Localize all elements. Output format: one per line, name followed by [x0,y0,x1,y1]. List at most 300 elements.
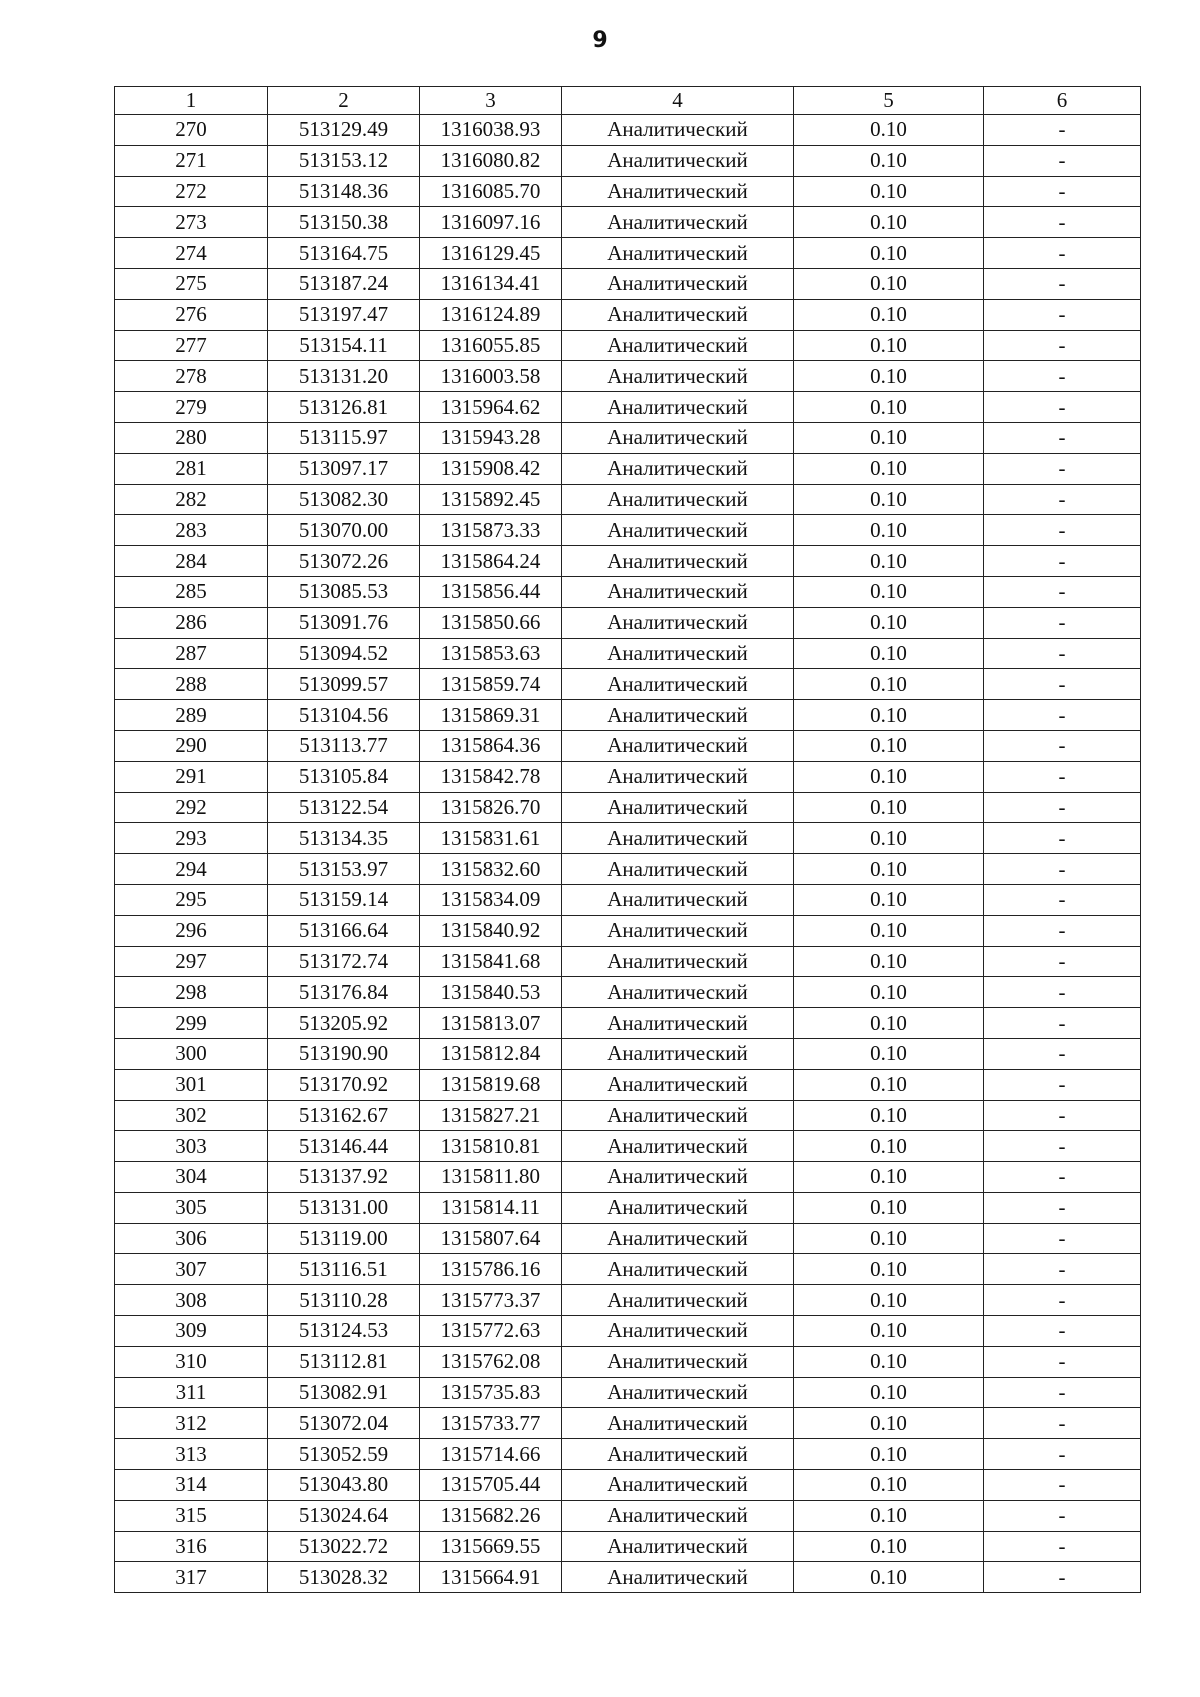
table-cell: - [984,361,1141,392]
table-row [115,1069,1141,1100]
table-cell: - [984,607,1141,638]
table-row [115,1100,1141,1131]
table-cell: 272 [115,176,268,207]
table-cell: 284 [115,546,268,577]
table-cell: Аналитический [562,1500,794,1531]
table-row [115,607,1141,638]
table-row [115,638,1141,669]
table-row [115,854,1141,885]
table-cell: 513153.12 [268,145,420,176]
table-cell: 0.10 [794,1439,984,1470]
table-cell: 279 [115,392,268,423]
table-cell: Аналитический [562,1254,794,1285]
table-row [115,823,1141,854]
table-cell: 1316134.41 [420,268,562,299]
table-cell: - [984,1069,1141,1100]
table-cell: 271 [115,145,268,176]
table-cell: 0.10 [794,1285,984,1316]
table-cell: - [984,1254,1141,1285]
table-cell: 513091.76 [268,607,420,638]
table-cell: Аналитический [562,854,794,885]
table-cell: 312 [115,1408,268,1439]
table-row [115,1408,1141,1439]
table-cell: 276 [115,299,268,330]
table-row [115,761,1141,792]
table-cell: 0.10 [794,330,984,361]
table-cell: 0.10 [794,946,984,977]
table-row [115,361,1141,392]
table-cell: 293 [115,823,268,854]
table-cell: - [984,1562,1141,1593]
table-cell: - [984,1346,1141,1377]
table-cell: Аналитический [562,638,794,669]
table-row [115,1377,1141,1408]
table-cell: 1315682.26 [420,1500,562,1531]
table-cell: 0.10 [794,1008,984,1039]
table-cell: 1315892.45 [420,484,562,515]
table-cell: - [984,792,1141,823]
table-cell: 305 [115,1192,268,1223]
table-cell: - [984,1008,1141,1039]
table-row [115,330,1141,361]
table-cell: 1315669.55 [420,1531,562,1562]
table-cell: 288 [115,669,268,700]
table-cell: 513162.67 [268,1100,420,1131]
table-cell: 1315834.09 [420,884,562,915]
table-cell: 0.10 [794,1346,984,1377]
table-cell: 1315807.64 [420,1223,562,1254]
table-cell: Аналитический [562,1439,794,1470]
table-cell: 1315762.08 [420,1346,562,1377]
table-cell: 1315840.53 [420,977,562,1008]
table-cell: Аналитический [562,1562,794,1593]
table-cell: 513105.84 [268,761,420,792]
table-cell: 1316097.16 [420,207,562,238]
table-cell: 513190.90 [268,1038,420,1069]
table-cell: 1315832.60 [420,854,562,885]
table-row [115,268,1141,299]
table-cell: 513197.47 [268,299,420,330]
table-cell: 513082.91 [268,1377,420,1408]
table-cell: 308 [115,1285,268,1316]
table-cell: Аналитический [562,1162,794,1193]
table-row [115,145,1141,176]
table-cell: 0.10 [794,207,984,238]
table-cell: Аналитический [562,1408,794,1439]
table-cell: 0.10 [794,1038,984,1069]
table-cell: Аналитический [562,946,794,977]
table-cell: 0.10 [794,884,984,915]
table-cell: 313 [115,1439,268,1470]
table-cell: - [984,638,1141,669]
table-cell: 311 [115,1377,268,1408]
table-cell: 1315773.37 [420,1285,562,1316]
table-cell: 513115.97 [268,422,420,453]
table-cell: Аналитический [562,1223,794,1254]
table-cell: 513119.00 [268,1223,420,1254]
table-row [115,1500,1141,1531]
table-cell: - [984,176,1141,207]
table-cell: 513129.49 [268,115,420,146]
table-cell: 283 [115,515,268,546]
table-cell: 280 [115,422,268,453]
table-cell: 513124.53 [268,1316,420,1347]
table-row [115,453,1141,484]
table-cell: - [984,854,1141,885]
table-cell: 1315735.83 [420,1377,562,1408]
table-cell: 1315841.68 [420,946,562,977]
table-cell: - [984,915,1141,946]
table-cell: Аналитический [562,453,794,484]
table-row [115,1131,1141,1162]
table-cell: Аналитический [562,1100,794,1131]
table-cell: 294 [115,854,268,885]
column-header: 3 [420,87,562,115]
table-cell: 307 [115,1254,268,1285]
table-cell: - [984,546,1141,577]
table-cell: - [984,299,1141,330]
table-cell: 513116.51 [268,1254,420,1285]
table-cell: 278 [115,361,268,392]
column-header: 2 [268,87,420,115]
table-cell: 513112.81 [268,1346,420,1377]
table-cell: 277 [115,330,268,361]
table-cell: 1315811.80 [420,1162,562,1193]
table-cell: 1315812.84 [420,1038,562,1069]
table-cell: 0.10 [794,1254,984,1285]
table-cell: Аналитический [562,207,794,238]
table-cell: Аналитический [562,576,794,607]
table-cell: 0.10 [794,515,984,546]
table-cell: 273 [115,207,268,238]
table-cell: 513072.04 [268,1408,420,1439]
table-cell: 304 [115,1162,268,1193]
table-cell: Аналитический [562,1346,794,1377]
page-number: 9 [592,28,608,53]
table-cell: 1315714.66 [420,1439,562,1470]
table-cell: Аналитический [562,1531,794,1562]
table-cell: 513166.64 [268,915,420,946]
table-cell: 1315908.42 [420,453,562,484]
table-cell: 0.10 [794,1069,984,1100]
table-cell: Аналитический [562,607,794,638]
table-row [115,238,1141,269]
table-row [115,392,1141,423]
table-cell: 1315831.61 [420,823,562,854]
table-cell: 1315853.63 [420,638,562,669]
table-cell: 0.10 [794,607,984,638]
table-cell: 513022.72 [268,1531,420,1562]
table-row [115,884,1141,915]
table-cell: 0.10 [794,1131,984,1162]
table-row [115,115,1141,146]
table-cell: 513052.59 [268,1439,420,1470]
table-cell: - [984,1223,1141,1254]
column-header: 1 [115,87,268,115]
table-cell: - [984,238,1141,269]
table-cell: Аналитический [562,515,794,546]
table-cell: - [984,1316,1141,1347]
table-cell: 513110.28 [268,1285,420,1316]
table-cell: 0.10 [794,145,984,176]
table-cell: 1316124.89 [420,299,562,330]
table-cell: 306 [115,1223,268,1254]
table-row [115,977,1141,1008]
table-cell: 1315733.77 [420,1408,562,1439]
table-row [115,1038,1141,1069]
table-cell: - [984,1285,1141,1316]
table-cell: Аналитический [562,730,794,761]
table-cell: 0.10 [794,700,984,731]
table-cell: 0.10 [794,392,984,423]
table-cell: 1315772.63 [420,1316,562,1347]
table-cell: 513134.35 [268,823,420,854]
table-cell: 1316080.82 [420,145,562,176]
table-cell: 301 [115,1069,268,1100]
table-cell: - [984,392,1141,423]
table-cell: 296 [115,915,268,946]
table-cell: 1315856.44 [420,576,562,607]
column-header: 4 [562,87,794,115]
table-row [115,484,1141,515]
table-cell: 0.10 [794,669,984,700]
table-cell: 0.10 [794,1470,984,1501]
table-row [115,1562,1141,1593]
table-cell: 274 [115,238,268,269]
table-cell: Аналитический [562,1377,794,1408]
table-cell: 513164.75 [268,238,420,269]
table-cell: 513070.00 [268,515,420,546]
table-cell: 513148.36 [268,176,420,207]
table-cell: - [984,1038,1141,1069]
table-cell: 0.10 [794,1192,984,1223]
table-cell: 1315864.24 [420,546,562,577]
table-cell: Аналитический [562,1285,794,1316]
table-row [115,730,1141,761]
table-cell: Аналитический [562,1008,794,1039]
table-cell: Аналитический [562,546,794,577]
table-cell: - [984,823,1141,854]
table-cell: 513104.56 [268,700,420,731]
table-cell: Аналитический [562,761,794,792]
table-row [115,515,1141,546]
table-row [115,1008,1141,1039]
table-cell: 281 [115,453,268,484]
table-cell: 300 [115,1038,268,1069]
table-cell: 513097.17 [268,453,420,484]
table-cell: 0.10 [794,484,984,515]
table-cell: 0.10 [794,546,984,577]
table-row [115,1254,1141,1285]
table-cell: 513126.81 [268,392,420,423]
table-row [115,422,1141,453]
table-cell: 1315842.78 [420,761,562,792]
table-cell: - [984,700,1141,731]
table-header-row [115,87,1141,115]
table-cell: 1315943.28 [420,422,562,453]
table-cell: 513154.11 [268,330,420,361]
table-row [115,1223,1141,1254]
table-cell: 0.10 [794,1162,984,1193]
table-cell: 0.10 [794,453,984,484]
table-cell: 0.10 [794,854,984,885]
table-cell: - [984,422,1141,453]
table-row [115,669,1141,700]
table-cell: - [984,669,1141,700]
table-cell: 1315873.33 [420,515,562,546]
table-cell: 315 [115,1500,268,1531]
table-cell: 1315864.36 [420,730,562,761]
table-cell: 513153.97 [268,854,420,885]
table-cell: - [984,1100,1141,1131]
table-cell: 513094.52 [268,638,420,669]
table-cell: 513146.44 [268,1131,420,1162]
table-row [115,1439,1141,1470]
table-cell: - [984,884,1141,915]
table-cell: 513113.77 [268,730,420,761]
table-cell: 1316038.93 [420,115,562,146]
table-cell: - [984,576,1141,607]
table-cell: - [984,1377,1141,1408]
table-cell: Аналитический [562,484,794,515]
table-cell: 513150.38 [268,207,420,238]
table-cell: 0.10 [794,1316,984,1347]
table-cell: 1315786.16 [420,1254,562,1285]
table-cell: 513187.24 [268,268,420,299]
table-cell: 0.10 [794,1562,984,1593]
table-cell: Аналитический [562,115,794,146]
table-cell: 0.10 [794,1500,984,1531]
table-cell: - [984,1408,1141,1439]
table-cell: 286 [115,607,268,638]
table-cell: 0.10 [794,638,984,669]
table-cell: 513082.30 [268,484,420,515]
table-cell: 282 [115,484,268,515]
table-cell: Аналитический [562,823,794,854]
table-cell: 513028.32 [268,1562,420,1593]
table-cell: 303 [115,1131,268,1162]
table-cell: 1315664.91 [420,1562,562,1593]
table-cell: Аналитический [562,422,794,453]
table-cell: 0.10 [794,792,984,823]
table-cell: - [984,515,1141,546]
table-cell: 1315814.11 [420,1192,562,1223]
table-cell: - [984,761,1141,792]
table-cell: 297 [115,946,268,977]
table-cell: - [984,730,1141,761]
table-cell: 0.10 [794,176,984,207]
table-cell: 0.10 [794,823,984,854]
table-cell: 0.10 [794,1408,984,1439]
table-cell: Аналитический [562,884,794,915]
table-cell: - [984,453,1141,484]
table-cell: 1316003.58 [420,361,562,392]
table-cell: 1315827.21 [420,1100,562,1131]
table-cell: 1315850.66 [420,607,562,638]
table-cell: 513131.20 [268,361,420,392]
table-cell: 513085.53 [268,576,420,607]
table-cell: - [984,1500,1141,1531]
table-cell: Аналитический [562,176,794,207]
table-cell: Аналитический [562,1038,794,1069]
table-row [115,1531,1141,1562]
column-header: 6 [984,87,1141,115]
table-cell: 0.10 [794,299,984,330]
table-cell: 513043.80 [268,1470,420,1501]
table-cell: 0.10 [794,977,984,1008]
table-row [115,1285,1141,1316]
table-cell: - [984,1470,1141,1501]
table-cell: 275 [115,268,268,299]
table-cell: Аналитический [562,1316,794,1347]
table-cell: 513131.00 [268,1192,420,1223]
table-cell: - [984,1131,1141,1162]
table-cell: 513137.92 [268,1162,420,1193]
coordinates-table [114,86,1141,1593]
table-cell: 1315810.81 [420,1131,562,1162]
table-cell: 299 [115,1008,268,1039]
table-cell: 1315869.31 [420,700,562,731]
column-header: 5 [794,87,984,115]
table-cell: 513176.84 [268,977,420,1008]
table-cell: 1316085.70 [420,176,562,207]
table-cell: - [984,484,1141,515]
table-cell: 0.10 [794,238,984,269]
table-cell: 1315964.62 [420,392,562,423]
table-cell: 317 [115,1562,268,1593]
table-cell: 1315705.44 [420,1470,562,1501]
table-cell: Аналитический [562,268,794,299]
table-cell: - [984,207,1141,238]
table-cell: - [984,145,1141,176]
table-cell: 0.10 [794,576,984,607]
table-cell: 0.10 [794,361,984,392]
table-cell: Аналитический [562,700,794,731]
table-cell: 0.10 [794,268,984,299]
table-row [115,700,1141,731]
table-cell: - [984,268,1141,299]
table-cell: 298 [115,977,268,1008]
table-cell: - [984,977,1141,1008]
table-row [115,1162,1141,1193]
table-row [115,1192,1141,1223]
table-cell: 316 [115,1531,268,1562]
table-cell: Аналитический [562,977,794,1008]
table-cell: Аналитический [562,1131,794,1162]
table-cell: 513024.64 [268,1500,420,1531]
table-row [115,176,1141,207]
table-cell: Аналитический [562,392,794,423]
table-cell: 309 [115,1316,268,1347]
table-row [115,1346,1141,1377]
table-cell: 270 [115,115,268,146]
table-cell: - [984,115,1141,146]
table-cell: 0.10 [794,1377,984,1408]
table-cell: 513099.57 [268,669,420,700]
table-cell: 513122.54 [268,792,420,823]
table-cell: 310 [115,1346,268,1377]
table-row [115,792,1141,823]
table-cell: Аналитический [562,361,794,392]
table-cell: Аналитический [562,238,794,269]
table-cell: 1315826.70 [420,792,562,823]
table-cell: 1315813.07 [420,1008,562,1039]
table-cell: 295 [115,884,268,915]
table-row [115,946,1141,977]
table-cell: - [984,330,1141,361]
table-cell: Аналитический [562,145,794,176]
table-cell: Аналитический [562,669,794,700]
